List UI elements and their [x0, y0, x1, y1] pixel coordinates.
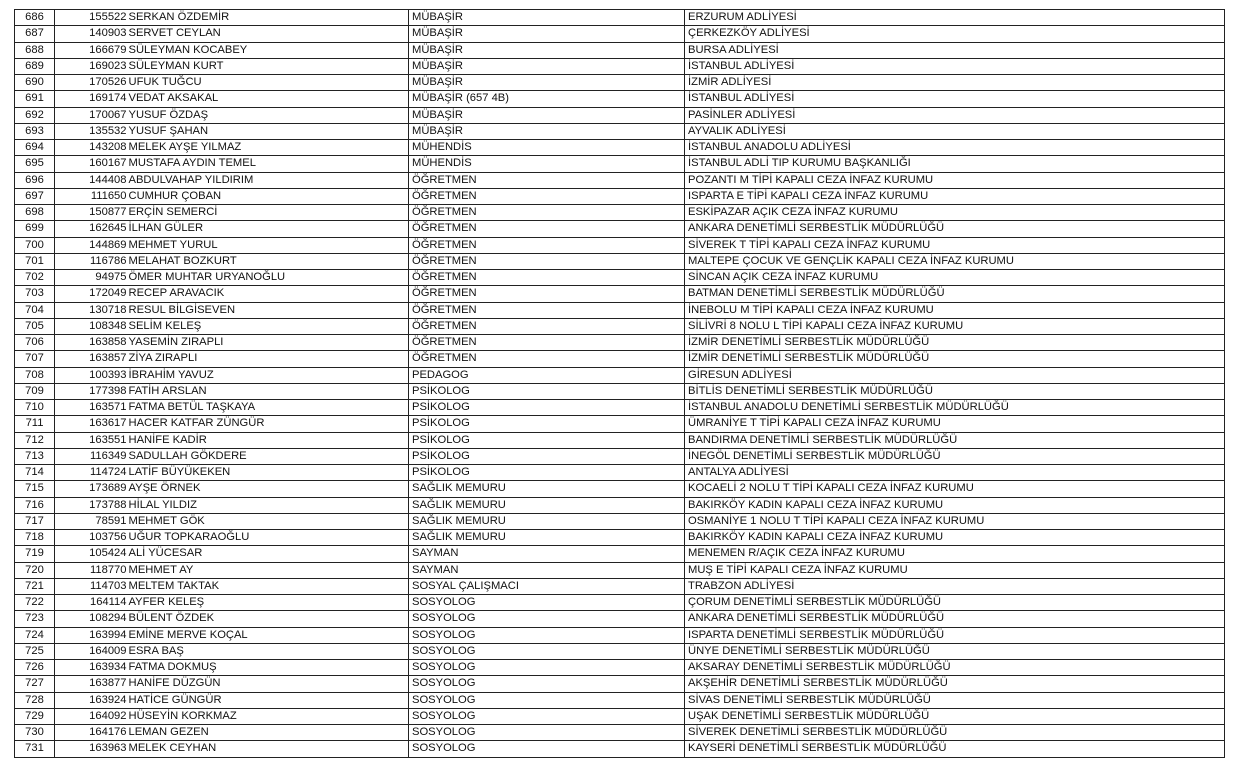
registry-number-cell: 177398: [55, 383, 128, 399]
table-row: [15, 465, 1225, 481]
assigned-office-cell: OSMANİYE 1 NOLU T TİPİ KAPALI CEZA İNFAZ KURUMU: [685, 513, 1225, 529]
person-name-cell: ERÇİN SEMERCİ: [128, 205, 409, 221]
table-row: [15, 546, 1225, 562]
job-title-cell: ÖĞRETMEN: [409, 188, 685, 204]
person-name-cell: MELAHAT BOZKURT: [128, 253, 409, 269]
row-number-cell: 703: [15, 286, 55, 302]
table-row: [15, 481, 1225, 497]
person-name-cell: ÖMER MUHTAR URYANOĞLU: [128, 270, 409, 286]
row-number-cell: 705: [15, 318, 55, 334]
registry-number-cell: 172049: [55, 286, 128, 302]
assigned-office-cell: ISPARTA DENETİMLİ SERBESTLİK MÜDÜRLÜĞÜ: [685, 627, 1225, 643]
person-name-cell: MEHMET GÖK: [128, 513, 409, 529]
row-number-cell: 716: [15, 497, 55, 513]
row-number-cell: 690: [15, 75, 55, 91]
table-row: [15, 432, 1225, 448]
row-number-cell: 692: [15, 107, 55, 123]
person-name-cell: MUSTAFA AYDIN TEMEL: [128, 156, 409, 172]
person-name-cell: HANİFE DÜZGÜN: [128, 676, 409, 692]
row-number-cell: 700: [15, 237, 55, 253]
registry-number-cell: 163963: [55, 741, 128, 757]
person-name-cell: MEHMET YURUL: [128, 237, 409, 253]
registry-number-cell: 103756: [55, 530, 128, 546]
person-name-cell: UĞUR TOPKARAOĞLU: [128, 530, 409, 546]
job-title-cell: ÖĞRETMEN: [409, 205, 685, 221]
registry-number-cell: 111650: [55, 188, 128, 204]
registry-number-cell: 163994: [55, 627, 128, 643]
table-row: [15, 58, 1225, 74]
row-number-cell: 708: [15, 367, 55, 383]
table-row: [15, 10, 1225, 26]
job-title-cell: SOSYOLOG: [409, 741, 685, 757]
registry-number-cell: 140903: [55, 26, 128, 42]
table-row: [15, 383, 1225, 399]
row-number-cell: 720: [15, 562, 55, 578]
row-number-cell: 713: [15, 448, 55, 464]
assigned-office-cell: İNEBOLU M TİPİ KAPALI CEZA İNFAZ KURUMU: [685, 302, 1225, 318]
table-row: [15, 75, 1225, 91]
registry-number-cell: 163551: [55, 432, 128, 448]
table-row: [15, 513, 1225, 529]
row-number-cell: 702: [15, 270, 55, 286]
table-row: [15, 578, 1225, 594]
registry-number-cell: 100393: [55, 367, 128, 383]
table-row: [15, 107, 1225, 123]
registry-number-cell: 163934: [55, 660, 128, 676]
registry-number-cell: 114724: [55, 465, 128, 481]
registry-number-cell: 173689: [55, 481, 128, 497]
assigned-office-cell: BİTLİS DENETİMLİ SERBESTLİK MÜDÜRLÜĞÜ: [685, 383, 1225, 399]
row-number-cell: 696: [15, 172, 55, 188]
job-title-cell: SOSYOLOG: [409, 611, 685, 627]
job-title-cell: ÖĞRETMEN: [409, 253, 685, 269]
row-number-cell: 707: [15, 351, 55, 367]
assigned-office-cell: İZMİR DENETİMLİ SERBESTLİK MÜDÜRLÜĞÜ: [685, 351, 1225, 367]
job-title-cell: MÜBAŞİR: [409, 123, 685, 139]
registry-number-cell: 163857: [55, 351, 128, 367]
job-title-cell: ÖĞRETMEN: [409, 302, 685, 318]
registry-number-cell: 114703: [55, 578, 128, 594]
job-title-cell: MÜBAŞİR: [409, 75, 685, 91]
row-number-cell: 731: [15, 741, 55, 757]
registry-number-cell: 116349: [55, 448, 128, 464]
row-number-cell: 693: [15, 123, 55, 139]
job-title-cell: SOSYOLOG: [409, 708, 685, 724]
assigned-office-cell: GİRESUN ADLİYESİ: [685, 367, 1225, 383]
assigned-office-cell: İSTANBUL ADLİ TIP KURUMU BAŞKANLIĞI: [685, 156, 1225, 172]
job-title-cell: SOSYOLOG: [409, 692, 685, 708]
job-title-cell: SOSYOLOG: [409, 676, 685, 692]
registry-number-cell: 108294: [55, 611, 128, 627]
registry-number-cell: 169174: [55, 91, 128, 107]
person-name-cell: SADULLAH GÖKDERE: [128, 448, 409, 464]
registry-number-cell: 163877: [55, 676, 128, 692]
assigned-office-cell: ANTALYA ADLİYESİ: [685, 465, 1225, 481]
table-row: [15, 188, 1225, 204]
job-title-cell: PSİKOLOG: [409, 432, 685, 448]
registry-number-cell: 163858: [55, 335, 128, 351]
assigned-office-cell: ÇORUM DENETİMLİ SERBESTLİK MÜDÜRLÜĞÜ: [685, 595, 1225, 611]
table-row: [15, 725, 1225, 741]
person-name-cell: ALİ YÜCESAR: [128, 546, 409, 562]
row-number-cell: 699: [15, 221, 55, 237]
person-name-cell: HANİFE KADİR: [128, 432, 409, 448]
job-title-cell: MÜBAŞİR: [409, 26, 685, 42]
row-number-cell: 718: [15, 530, 55, 546]
table-row: [15, 367, 1225, 383]
row-number-cell: 719: [15, 546, 55, 562]
table-row: [15, 643, 1225, 659]
person-name-cell: YUSUF ŞAHAN: [128, 123, 409, 139]
assigned-office-cell: SİVAS DENETİMLİ SERBESTLİK MÜDÜRLÜĞÜ: [685, 692, 1225, 708]
table-row: [15, 351, 1225, 367]
assigned-office-cell: İSTANBUL ANADOLU ADLİYESİ: [685, 140, 1225, 156]
assigned-office-cell: UŞAK DENETİMLİ SERBESTLİK MÜDÜRLÜĞÜ: [685, 708, 1225, 724]
job-title-cell: SOSYOLOG: [409, 660, 685, 676]
person-name-cell: SÜLEYMAN KURT: [128, 58, 409, 74]
table-row: [15, 335, 1225, 351]
assigned-office-cell: AKSARAY DENETİMLİ SERBESTLİK MÜDÜRLÜĞÜ: [685, 660, 1225, 676]
table-row: [15, 497, 1225, 513]
registry-number-cell: 164092: [55, 708, 128, 724]
registry-number-cell: 118770: [55, 562, 128, 578]
row-number-cell: 687: [15, 26, 55, 42]
table-row: [15, 448, 1225, 464]
assigned-office-cell: SİNCAN AÇIK CEZA İNFAZ KURUMU: [685, 270, 1225, 286]
person-name-cell: AYFER KELEŞ: [128, 595, 409, 611]
registry-number-cell: 105424: [55, 546, 128, 562]
table-row: [15, 318, 1225, 334]
assigned-office-cell: MUŞ E TİPİ KAPALI CEZA İNFAZ KURUMU: [685, 562, 1225, 578]
table-row: [15, 91, 1225, 107]
row-number-cell: 704: [15, 302, 55, 318]
job-title-cell: SOSYOLOG: [409, 725, 685, 741]
table-row: [15, 708, 1225, 724]
person-name-cell: YASEMİN ZIRAPLI: [128, 335, 409, 351]
row-number-cell: 712: [15, 432, 55, 448]
person-name-cell: HATİCE GÜNGÜR: [128, 692, 409, 708]
row-number-cell: 728: [15, 692, 55, 708]
registry-number-cell: 143208: [55, 140, 128, 156]
person-name-cell: HACER KATFAR ZÜNGÜR: [128, 416, 409, 432]
person-name-cell: MELEK AYŞE YILMAZ: [128, 140, 409, 156]
assigned-office-cell: SİVEREK DENETİMLİ SERBESTLİK MÜDÜRLÜĞÜ: [685, 725, 1225, 741]
job-title-cell: PSİKOLOG: [409, 416, 685, 432]
person-name-cell: LEMAN GEZEN: [128, 725, 409, 741]
person-name-cell: UFUK TUĞCU: [128, 75, 409, 91]
person-name-cell: RECEP ARAVACIK: [128, 286, 409, 302]
registry-number-cell: 108348: [55, 318, 128, 334]
job-title-cell: PSİKOLOG: [409, 400, 685, 416]
person-name-cell: MELEK CEYHAN: [128, 741, 409, 757]
assigned-office-cell: PASİNLER ADLİYESİ: [685, 107, 1225, 123]
assigned-office-cell: ERZURUM ADLİYESİ: [685, 10, 1225, 26]
job-title-cell: MÜBAŞİR (657 4B): [409, 91, 685, 107]
job-title-cell: SAYMAN: [409, 546, 685, 562]
table-row: [15, 676, 1225, 692]
job-title-cell: ÖĞRETMEN: [409, 270, 685, 286]
row-number-cell: 714: [15, 465, 55, 481]
job-title-cell: SAĞLIK MEMURU: [409, 513, 685, 529]
assigned-office-cell: ANKARA DENETİMLİ SERBESTLİK MÜDÜRLÜĞÜ: [685, 611, 1225, 627]
table-row: [15, 205, 1225, 221]
row-number-cell: 697: [15, 188, 55, 204]
job-title-cell: ÖĞRETMEN: [409, 318, 685, 334]
person-name-cell: SÜLEYMAN KOCABEY: [128, 42, 409, 58]
table-row: [15, 562, 1225, 578]
assigned-office-cell: İSTANBUL ADLİYESİ: [685, 58, 1225, 74]
table-row: [15, 26, 1225, 42]
assigned-office-cell: MALTEPE ÇOCUK VE GENÇLİK KAPALI CEZA İNFAZ KURUMU: [685, 253, 1225, 269]
job-title-cell: MÜBAŞİR: [409, 58, 685, 74]
registry-number-cell: 135532: [55, 123, 128, 139]
job-title-cell: ÖĞRETMEN: [409, 237, 685, 253]
table-row: [15, 400, 1225, 416]
person-name-cell: MELTEM TAKTAK: [128, 578, 409, 594]
person-name-cell: HÜSEYİN KORKMAZ: [128, 708, 409, 724]
person-name-cell: ABDULVAHAP YILDIRIM: [128, 172, 409, 188]
row-number-cell: 695: [15, 156, 55, 172]
registry-number-cell: 163617: [55, 416, 128, 432]
registry-number-cell: 94975: [55, 270, 128, 286]
registry-number-cell: 170067: [55, 107, 128, 123]
person-name-cell: BÜLENT ÖZDEK: [128, 611, 409, 627]
assigned-office-cell: İSTANBUL ANADOLU DENETİMLİ SERBESTLİK MÜDÜRLÜĞÜ: [685, 400, 1225, 416]
person-name-cell: SERKAN ÖZDEMİR: [128, 10, 409, 26]
row-number-cell: 717: [15, 513, 55, 529]
job-title-cell: SOSYOLOG: [409, 595, 685, 611]
table-row: [15, 692, 1225, 708]
row-number-cell: 701: [15, 253, 55, 269]
assigned-office-cell: BAKIRKÖY KADIN KAPALI CEZA İNFAZ KURUMU: [685, 530, 1225, 546]
person-name-cell: VEDAT AKSAKAL: [128, 91, 409, 107]
assigned-office-cell: ÇERKEZKÖY ADLİYESİ: [685, 26, 1225, 42]
job-title-cell: SAĞLIK MEMURU: [409, 481, 685, 497]
row-number-cell: 724: [15, 627, 55, 643]
job-title-cell: PSİKOLOG: [409, 383, 685, 399]
personnel-table-body: [15, 10, 1225, 758]
table-row: [15, 627, 1225, 643]
registry-number-cell: 144408: [55, 172, 128, 188]
row-number-cell: 730: [15, 725, 55, 741]
table-row: [15, 221, 1225, 237]
table-row: [15, 156, 1225, 172]
person-name-cell: İBRAHİM YAVUZ: [128, 367, 409, 383]
assigned-office-cell: BATMAN DENETİMLİ SERBESTLİK MÜDÜRLÜĞÜ: [685, 286, 1225, 302]
row-number-cell: 711: [15, 416, 55, 432]
row-number-cell: 721: [15, 578, 55, 594]
job-title-cell: MÜBAŞİR: [409, 10, 685, 26]
job-title-cell: ÖĞRETMEN: [409, 335, 685, 351]
job-title-cell: MÜBAŞİR: [409, 42, 685, 58]
assigned-office-cell: ISPARTA E TİPİ KAPALI CEZA İNFAZ KURUMU: [685, 188, 1225, 204]
row-number-cell: 698: [15, 205, 55, 221]
row-number-cell: 722: [15, 595, 55, 611]
person-name-cell: LATİF BÜYÜKEKEN: [128, 465, 409, 481]
person-name-cell: FATİH ARSLAN: [128, 383, 409, 399]
job-title-cell: PEDAGOG: [409, 367, 685, 383]
assigned-office-cell: AKŞEHİR DENETİMLİ SERBESTLİK MÜDÜRLÜĞÜ: [685, 676, 1225, 692]
assigned-office-cell: İZMİR DENETİMLİ SERBESTLİK MÜDÜRLÜĞÜ: [685, 335, 1225, 351]
table-row: [15, 741, 1225, 757]
job-title-cell: ÖĞRETMEN: [409, 351, 685, 367]
assigned-office-cell: İZMİR ADLİYESİ: [685, 75, 1225, 91]
table-row: [15, 611, 1225, 627]
table-row: [15, 253, 1225, 269]
assigned-office-cell: TRABZON ADLİYESİ: [685, 578, 1225, 594]
registry-number-cell: 155522: [55, 10, 128, 26]
job-title-cell: SOSYAL ÇALIŞMACI: [409, 578, 685, 594]
assigned-office-cell: İSTANBUL ADLİYESİ: [685, 91, 1225, 107]
registry-number-cell: 116786: [55, 253, 128, 269]
registry-number-cell: 150877: [55, 205, 128, 221]
row-number-cell: 686: [15, 10, 55, 26]
person-name-cell: YUSUF ÖZDAŞ: [128, 107, 409, 123]
registry-number-cell: 163924: [55, 692, 128, 708]
job-title-cell: ÖĞRETMEN: [409, 172, 685, 188]
job-title-cell: MÜHENDİS: [409, 140, 685, 156]
job-title-cell: SOSYOLOG: [409, 627, 685, 643]
registry-number-cell: 130718: [55, 302, 128, 318]
assigned-office-cell: BURSA ADLİYESİ: [685, 42, 1225, 58]
registry-number-cell: 78591: [55, 513, 128, 529]
person-name-cell: MEHMET AY: [128, 562, 409, 578]
registry-number-cell: 164114: [55, 595, 128, 611]
assigned-office-cell: ÜNYE DENETİMLİ SERBESTLİK MÜDÜRLÜĞÜ: [685, 643, 1225, 659]
table-row: [15, 270, 1225, 286]
table-row: [15, 123, 1225, 139]
table-row: [15, 416, 1225, 432]
assigned-office-cell: SİLİVRİ 8 NOLU L TİPİ KAPALI CEZA İNFAZ KURUMU: [685, 318, 1225, 334]
row-number-cell: 729: [15, 708, 55, 724]
row-number-cell: 726: [15, 660, 55, 676]
person-name-cell: ZİYA ZIRAPLI: [128, 351, 409, 367]
person-name-cell: AYŞE ÖRNEK: [128, 481, 409, 497]
assigned-office-cell: MENEMEN R/AÇIK CEZA İNFAZ KURUMU: [685, 546, 1225, 562]
person-name-cell: FATMA BETÜL TAŞKAYA: [128, 400, 409, 416]
row-number-cell: 723: [15, 611, 55, 627]
row-number-cell: 709: [15, 383, 55, 399]
row-number-cell: 706: [15, 335, 55, 351]
registry-number-cell: 169023: [55, 58, 128, 74]
table-row: [15, 172, 1225, 188]
registry-number-cell: 163571: [55, 400, 128, 416]
registry-number-cell: 164176: [55, 725, 128, 741]
row-number-cell: 689: [15, 58, 55, 74]
registry-number-cell: 166679: [55, 42, 128, 58]
person-name-cell: SERVET CEYLAN: [128, 26, 409, 42]
row-number-cell: 727: [15, 676, 55, 692]
assigned-office-cell: SİVEREK T TİPİ KAPALI CEZA İNFAZ KURUMU: [685, 237, 1225, 253]
row-number-cell: 688: [15, 42, 55, 58]
registry-number-cell: 162645: [55, 221, 128, 237]
job-title-cell: ÖĞRETMEN: [409, 286, 685, 302]
job-title-cell: SAĞLIK MEMURU: [409, 530, 685, 546]
job-title-cell: PSİKOLOG: [409, 448, 685, 464]
person-name-cell: RESUL BİLGİSEVEN: [128, 302, 409, 318]
row-number-cell: 691: [15, 91, 55, 107]
registry-number-cell: 170526: [55, 75, 128, 91]
table-row: [15, 42, 1225, 58]
row-number-cell: 710: [15, 400, 55, 416]
assigned-office-cell: KAYSERİ DENETİMLİ SERBESTLİK MÜDÜRLÜĞÜ: [685, 741, 1225, 757]
assigned-office-cell: BAKIRKÖY KADIN KAPALI CEZA İNFAZ KURUMU: [685, 497, 1225, 513]
table-row: [15, 530, 1225, 546]
assigned-office-cell: İNEGÖL DENETİMLİ SERBESTLİK MÜDÜRLÜĞÜ: [685, 448, 1225, 464]
job-title-cell: SAYMAN: [409, 562, 685, 578]
personnel-table: [14, 9, 1225, 758]
registry-number-cell: 160167: [55, 156, 128, 172]
person-name-cell: HİLAL YILDIZ: [128, 497, 409, 513]
person-name-cell: SELİM KELEŞ: [128, 318, 409, 334]
assigned-office-cell: AYVALIK ADLİYESİ: [685, 123, 1225, 139]
registry-number-cell: 173788: [55, 497, 128, 513]
table-row: [15, 595, 1225, 611]
row-number-cell: 715: [15, 481, 55, 497]
job-title-cell: MÜBAŞİR: [409, 107, 685, 123]
person-name-cell: ESRA BAŞ: [128, 643, 409, 659]
table-row: [15, 302, 1225, 318]
person-name-cell: FATMA DOKMUŞ: [128, 660, 409, 676]
registry-number-cell: 144869: [55, 237, 128, 253]
job-title-cell: SOSYOLOG: [409, 643, 685, 659]
assigned-office-cell: BANDIRMA DENETİMLİ SERBESTLİK MÜDÜRLÜĞÜ: [685, 432, 1225, 448]
assigned-office-cell: KOCAELİ 2 NOLU T TİPİ KAPALI CEZA İNFAZ KURUMU: [685, 481, 1225, 497]
row-number-cell: 725: [15, 643, 55, 659]
job-title-cell: PSİKOLOG: [409, 465, 685, 481]
person-name-cell: İLHAN GÜLER: [128, 221, 409, 237]
assigned-office-cell: POZANTI M TİPİ KAPALI CEZA İNFAZ KURUMU: [685, 172, 1225, 188]
job-title-cell: MÜHENDİS: [409, 156, 685, 172]
person-name-cell: EMİNE MERVE KOÇAL: [128, 627, 409, 643]
row-number-cell: 694: [15, 140, 55, 156]
assigned-office-cell: ÜMRANİYE T TİPİ KAPALI CEZA İNFAZ KURUMU: [685, 416, 1225, 432]
job-title-cell: SAĞLIK MEMURU: [409, 497, 685, 513]
registry-number-cell: 164009: [55, 643, 128, 659]
assigned-office-cell: ESKİPAZAR AÇIK CEZA İNFAZ KURUMU: [685, 205, 1225, 221]
assigned-office-cell: ANKARA DENETİMLİ SERBESTLİK MÜDÜRLÜĞÜ: [685, 221, 1225, 237]
person-name-cell: CUMHUR ÇOBAN: [128, 188, 409, 204]
table-row: [15, 140, 1225, 156]
table-row: [15, 237, 1225, 253]
table-row: [15, 286, 1225, 302]
table-row: [15, 660, 1225, 676]
job-title-cell: ÖĞRETMEN: [409, 221, 685, 237]
